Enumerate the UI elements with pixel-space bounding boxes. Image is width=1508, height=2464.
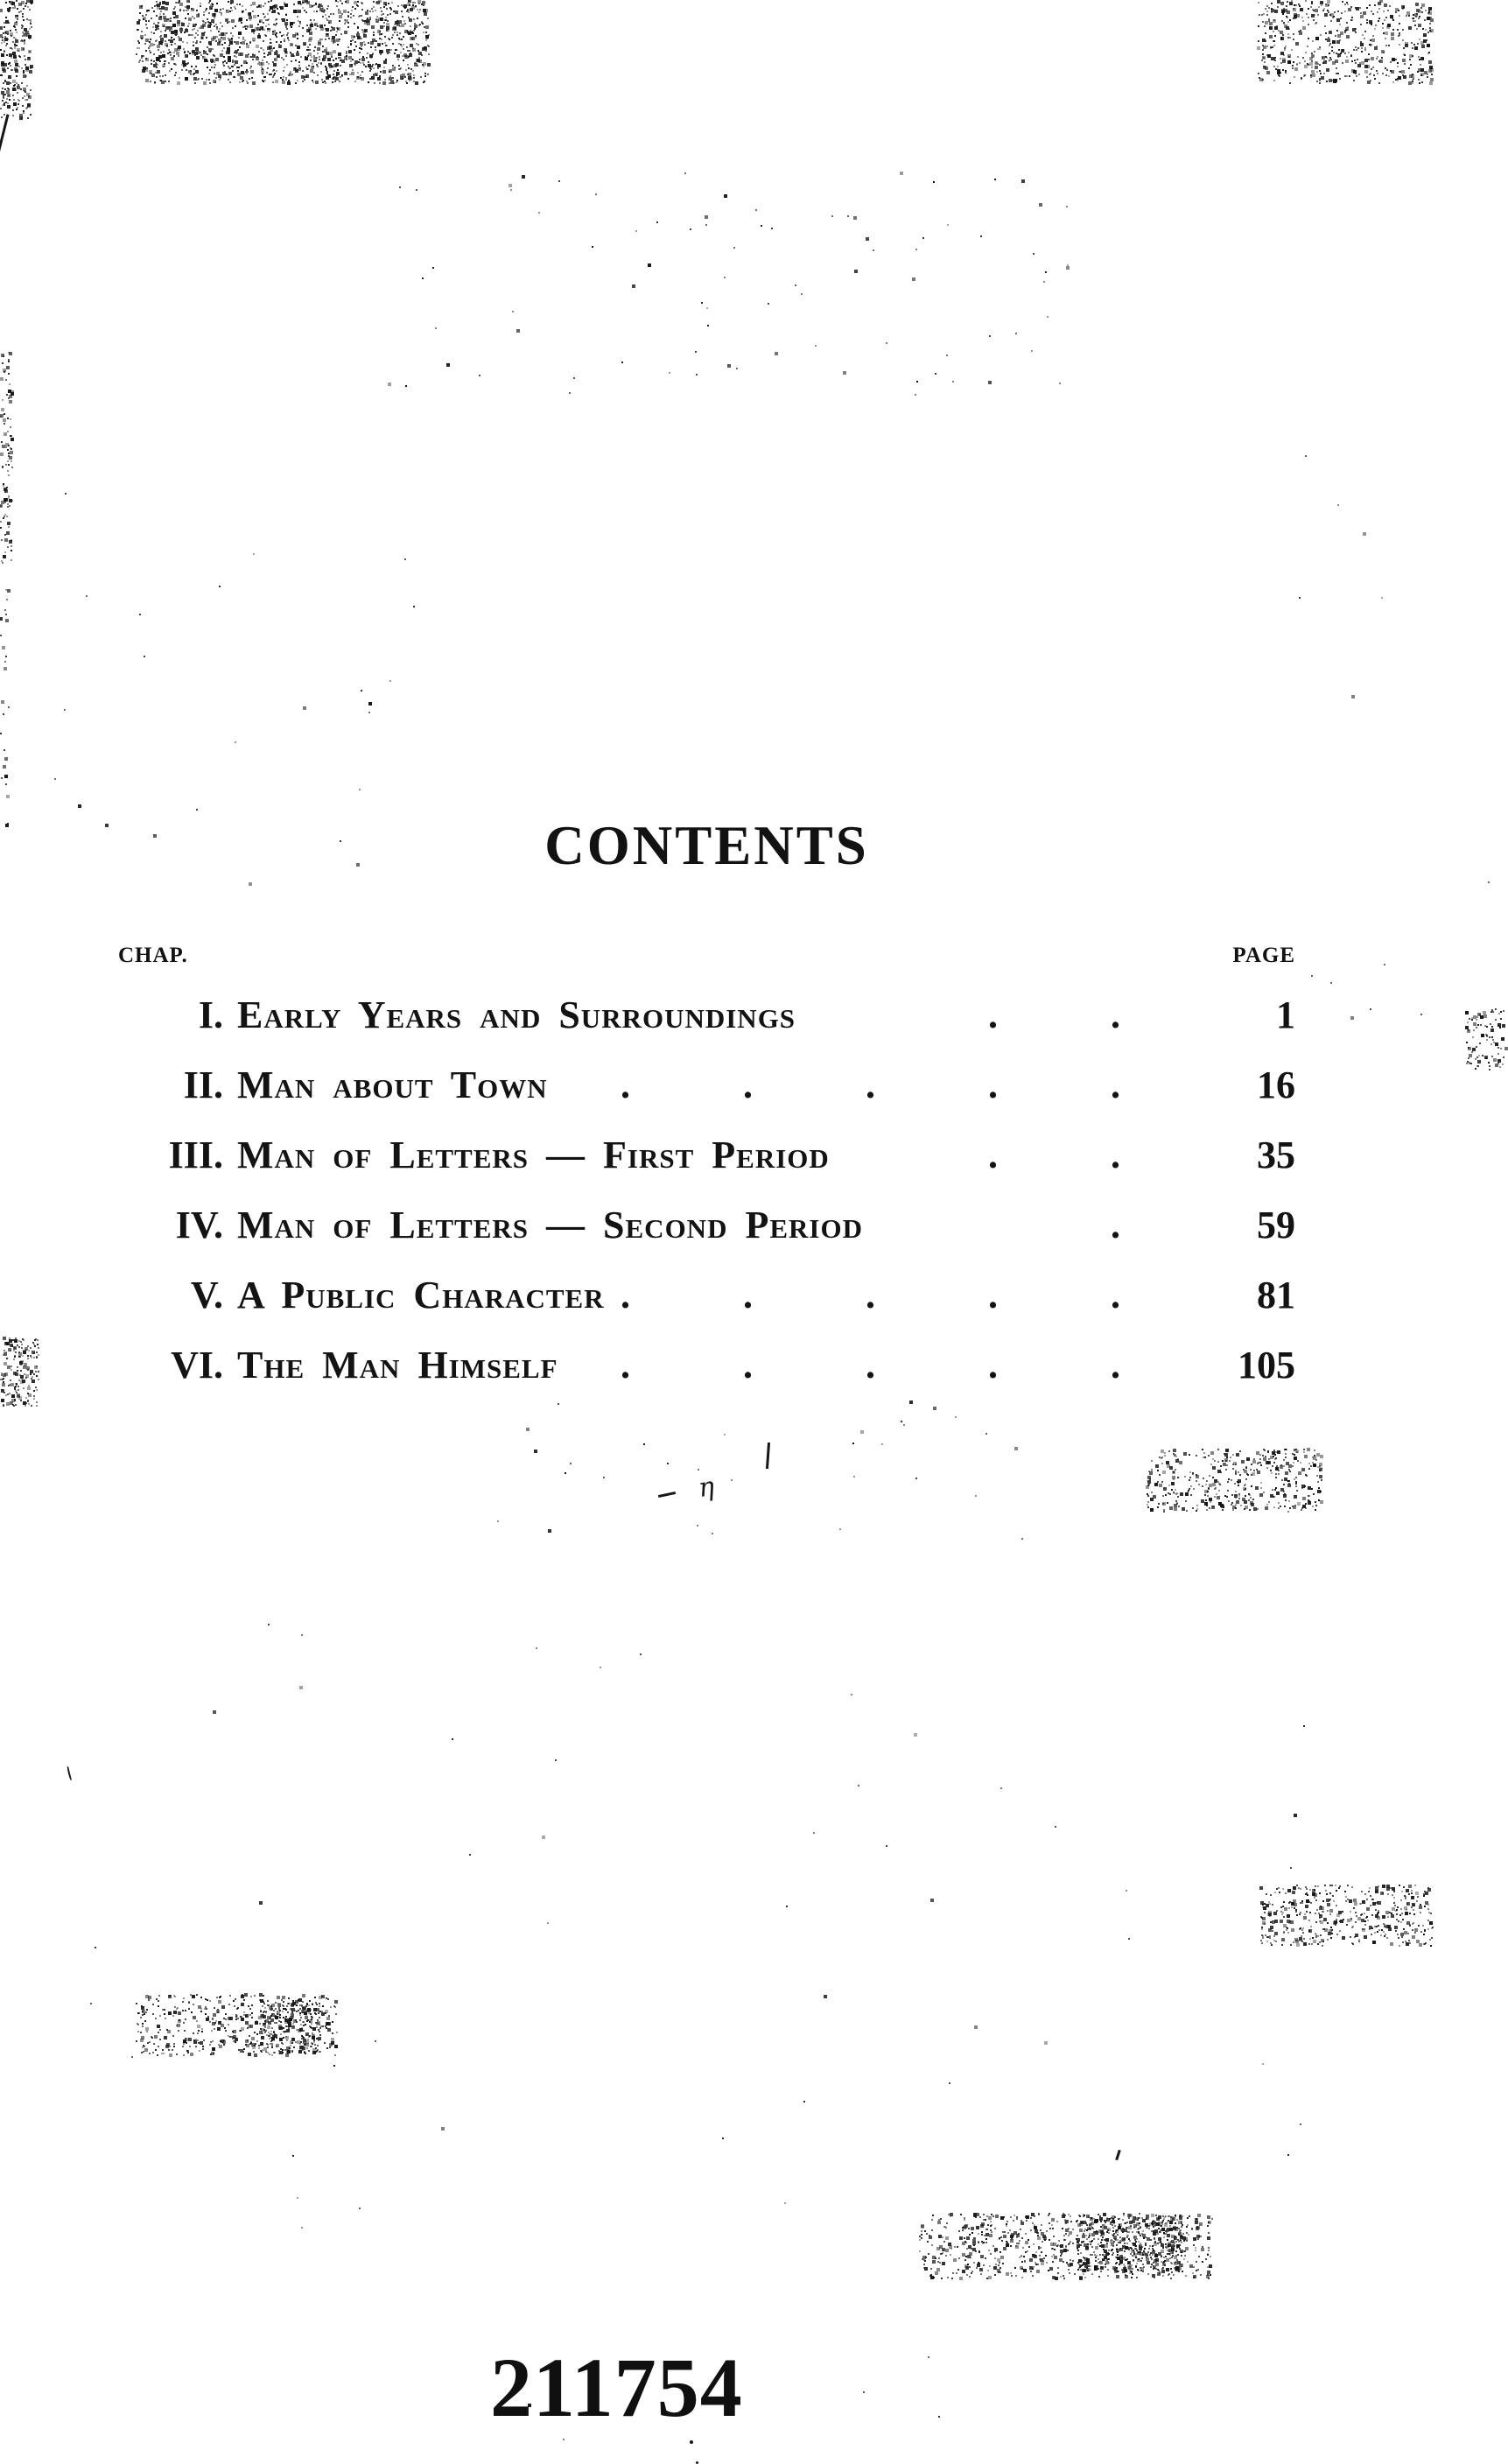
- chapter-number: V.: [190, 1274, 223, 1316]
- chapter-title: Man about Town: [237, 1064, 548, 1106]
- scan-noise-patch: [1258, 0, 1433, 83]
- chapter-title: The Man Himself: [237, 1344, 558, 1386]
- chapter-title: A Public Character: [237, 1274, 605, 1316]
- scan-edge-streak: [0, 569, 9, 858]
- chapter-title: Man of Letters — Second Period: [237, 1204, 863, 1246]
- page-number: 16: [1257, 1064, 1295, 1106]
- leader-dots: .: [1111, 1204, 1120, 1246]
- accession-number-stamp: 211754: [490, 2341, 743, 2434]
- page-title: CONTENTS: [544, 815, 869, 876]
- scan-noise-patch: [136, 0, 429, 83]
- toc-row: [118, 1190, 1295, 1260]
- chapter-number: I.: [198, 993, 223, 1036]
- chapter-number: VI.: [171, 1344, 223, 1386]
- leader-dots: . .: [988, 1134, 1120, 1176]
- leader-dots: . .: [988, 993, 1120, 1036]
- toc-row: [118, 1260, 1295, 1330]
- scan-speckle-field: [376, 171, 1077, 398]
- ink-squiggle-mark: η: [696, 1471, 717, 1505]
- page-number: 105: [1238, 1344, 1295, 1386]
- toc-rows: [118, 980, 1295, 1400]
- ink-mark: [67, 1766, 72, 1780]
- chapter-column-label: CHAP.: [118, 944, 188, 967]
- scan-speckle-field: [88, 1619, 1313, 2232]
- toc-row: [118, 980, 1295, 1050]
- toc-row: [118, 1050, 1295, 1120]
- scan-edge-streak: [0, 350, 12, 569]
- scan-noise-patch: [0, 0, 32, 118]
- ink-mark: [0, 114, 10, 153]
- scan-noise-patch: [1147, 1449, 1322, 1512]
- chapter-title: Man of Letters — First Period: [237, 1134, 830, 1176]
- page-number: 81: [1257, 1274, 1295, 1316]
- page-number: 1: [1276, 993, 1295, 1036]
- scan-speckle-field: [490, 1400, 1033, 1541]
- toc-row: [118, 1120, 1295, 1190]
- toc-row: [118, 1330, 1295, 1400]
- chapter-number: III.: [168, 1134, 223, 1176]
- page-column-label: PAGE: [1232, 944, 1295, 967]
- chapter-title: Early Years and Surroundings: [237, 993, 796, 1036]
- leader-dots: . . . . .: [621, 1064, 1120, 1106]
- scan-noise-patch: [0, 1337, 39, 1406]
- scan-speckle-field: [1295, 219, 1505, 1050]
- leader-dots: . . . . .: [621, 1274, 1120, 1316]
- page-number: 35: [1257, 1134, 1295, 1176]
- toc-header-row: [118, 938, 1295, 973]
- chapter-number: IV.: [175, 1204, 223, 1246]
- leader-dots: . . . . .: [621, 1344, 1120, 1386]
- page-number: 59: [1257, 1204, 1295, 1246]
- ink-mark: [690, 2440, 693, 2444]
- table-of-contents: [118, 938, 1295, 1400]
- chapter-number: II.: [183, 1064, 223, 1106]
